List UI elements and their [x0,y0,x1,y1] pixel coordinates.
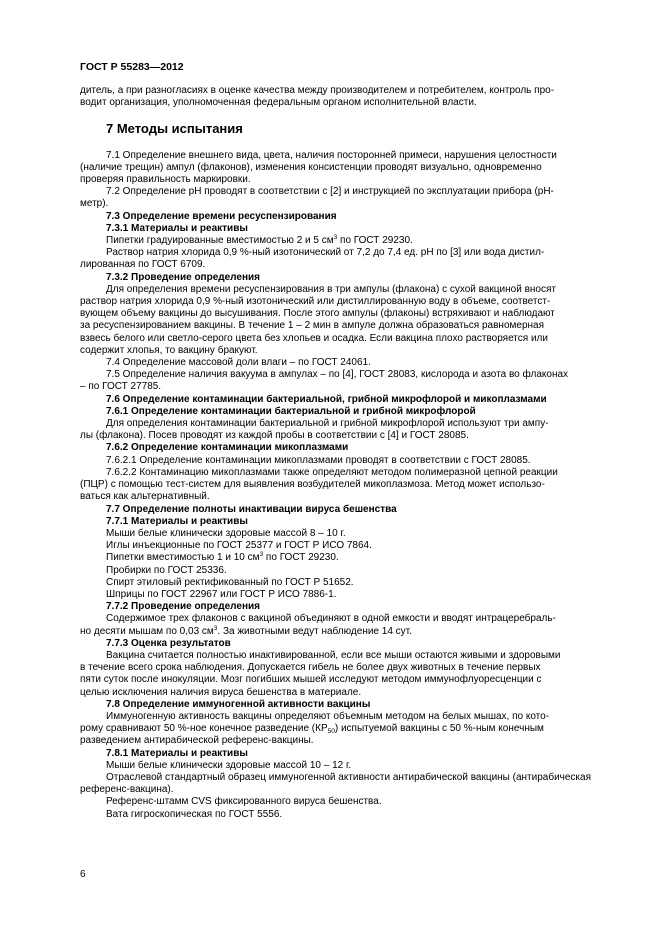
evaluation-paragraph [80,650,605,699]
clause-7-6-2-title: 7.6.2 Определение контаминации микоплазмами [106,442,349,454]
clause-7-4: 7.4 Определение массовой доли влаги – по ГОСТ 24061. [106,357,371,369]
pipettes-line [80,552,605,564]
clause-7-1 [80,150,605,187]
text-line: содержит хлопья, то вакцину бракуют. [80,344,258,356]
clause-7-7-1-title: 7.7.1 Материалы и реактивы [106,515,248,527]
text-line: взвесь белого или светло-серого цвета без хлопьев и осадка. Если вакцина плохо растворяется или [80,332,548,344]
clause-7-7-3-title: 7.7.3 Оценка результатов [106,637,231,649]
text-line: проверяя правильность маркировки. [80,174,251,186]
alcohol-line: Спирт этиловый ректификованный по ГОСТ Р 51652. [106,576,354,588]
text-line: метр). [80,198,109,210]
text-line: рому сравнивают 50 %-ное конечное разведение (КР [80,723,328,735]
text-line: Вакцина считается полностью инактивированной, если все мыши остаются живыми и здоровыми [106,649,561,661]
text-line: водит организация, уполномоченная федеральным органом исполнительной власти. [80,97,477,109]
clause-7-6-2-2 [80,467,605,504]
pipettes-line [80,235,605,247]
text-line: (наличие трещин) ампул (флаконов), изменения консистенции проводят визуально, одновременно [80,161,542,173]
text-line: ваться как альтернативный. [80,491,210,503]
page-header: ГОСТ Р 55283—2012 [80,61,184,73]
syringes-line: Шприцы по ГОСТ 22967 или ГОСТ Р ИСО 7886-1. [106,588,337,600]
text-line: 7.1 Определение внешнего вида, цвета, наличия посторонней примеси, нарушения целостности [106,149,557,161]
text-line: Пипетки вместимостью 1 и 10 см [106,552,260,564]
text-line: (ПЦР) с помощью тест-систем для выявления возбудителей микоплазмоза. Метод может использо- [80,479,545,491]
standard-sample-paragraph [80,772,605,796]
text-line: Для определения времени ресуспензирования в три ампулы (флакона) с сухой вакциной вносят [106,283,556,295]
text-line: раствор натрия хлорида 0,9 %-ный изотонический или дистиллированную воду в объеме, соответст- [80,296,551,308]
page-number: 6 [80,869,86,880]
text-line: 7.6.2.2 Контаминацию микоплазмами также определяют методом полимеразной цепной реакции [106,466,558,478]
section-title: 7 Методы испытания [106,121,243,137]
mice-line: Мыши белые клинически здоровые массой 10 – 12 г. [106,759,352,771]
text-line: Отраслевой стандартный образец иммуногенной активности антирабической вакцины (антирабическая [106,771,592,783]
text-line: ) испытуемой вакцины с 50 %-ным конечным [334,723,544,735]
mice-line: Мыши белые клинически здоровые массой 8 – 10 г. [106,527,346,539]
text-line: вующем объему вакцины до высушивания. После этого ампулы (флаконы) встряхивают и наблюдают [80,308,555,320]
inactivation-procedure [80,613,605,637]
clause-7-7-2-title: 7.7.2 Проведение определения [106,601,260,613]
clause-7-3-2-title: 7.3.2 Проведение определения [106,271,260,283]
text-line: разведением антирабической референс-вакцины. [80,735,314,747]
resuspension-procedure [80,284,605,357]
clause-7-6-1-title: 7.6.1 Определение контаминации бактериальной и грибной микрофлорой [106,405,476,417]
text-line: за ресуспензированием вакцины. В течение 1 – 2 мин в ампуле должна образоваться равномерная [80,320,545,332]
text-line: лированная по ГОСТ 6709. [80,259,206,271]
intro-paragraph [80,85,605,109]
text-line: Иммуногенную активность вакцины определяют объемным методом на белых мышах, по кото- [106,710,550,722]
reference-strain-line: Референс-штамм CVS фиксированного вируса бешенства. [106,796,382,808]
text-line: Для определения контаминации бактериальной и грибной микрофлорой используют три ампу- [106,418,549,430]
immunogenicity-paragraph [80,711,605,748]
text-line: 7.5 Определение наличия вакуума в ампулах – по [4], ГОСТ 28083, кислорода и азота во флаконах [106,369,569,381]
clause-7-3-1-title: 7.3.1 Материалы и реактивы [106,222,248,234]
text-line: по ГОСТ 29230. [337,235,413,247]
text-line: Пипетки градуированные вместимостью 2 и 5 см [106,235,334,247]
clause-7-6-2-1: 7.6.2.1 Определение контаминации микоплазмами проводят в соответствии с ГОСТ 28085. [106,454,531,466]
nacl-paragraph [80,247,605,271]
text-line: дитель, а при разногласиях в оценке качества между производителем и потребителем, контроль про- [80,85,555,96]
text-line: 7.2 Определение pH проводят в соответствии с [2] и инструкцией по эксплуатации прибора (pH- [106,186,554,198]
clause-7-2 [80,186,605,210]
text-line: пяти суток после инокуляции. Мозг погибших мышей исследуют методом иммунофлуоресценции с [80,674,542,686]
text-line: целью исключения наличия вируса бешенства в материале. [80,686,362,698]
text-line: лы (флакона). Посев проводят из каждой пробы в соответствии с [4] и ГОСТ 28085. [80,430,469,442]
text-line: референс-вакцина). [80,784,174,796]
clause-7-6-1-text [80,418,605,442]
tubes-line: Пробирки по ГОСТ 25336. [106,564,227,576]
text-line: – по ГОСТ 27785. [80,381,162,393]
clause-7-5 [80,369,605,393]
text-line: . За животными ведут наблюдение 14 сут. [217,625,412,637]
clause-7-8-1-title: 7.8.1 Материалы и реактивы [106,747,248,759]
text-line: по ГОСТ 29230. [263,552,339,564]
clause-7-7-title: 7.7 Определение полноты инактивации вируса бешенства [106,503,397,515]
needles-line: Иглы инъекционные по ГОСТ 25377 и ГОСТ Р ИСО 7864. [106,540,372,552]
subscript: 50 [327,728,335,736]
text-line: Раствор натрия хлорида 0,9 %-ный изотонический от 7,2 до 7,4 ед. pH по [3] или вода дистил- [106,247,545,259]
superscript: 3 [213,624,218,632]
text-line: в течение всего срока наблюдения. Допускается гибель не более двух животных в течение первых [80,662,541,674]
superscript: 3 [259,551,264,559]
clause-7-6-title: 7.6 Определение контаминации бактериальной, грибной микрофлорой и микоплазмами [106,393,547,405]
superscript: 3 [333,234,338,242]
document-body [80,85,605,821]
cotton-line: Вата гигроскопическая по ГОСТ 5556. [106,808,283,820]
clause-7-3-title: 7.3 Определение времени ресуспензирования [106,210,337,222]
text-line: но десяти мышам по 0,03 см [80,625,214,637]
text-line: Содержимое трех флаконов с вакциной объединяют в одной емкости и вводят интрацеребраль- [106,613,556,625]
clause-7-8-title: 7.8 Определение иммуногенной активности вакцины [106,698,371,710]
